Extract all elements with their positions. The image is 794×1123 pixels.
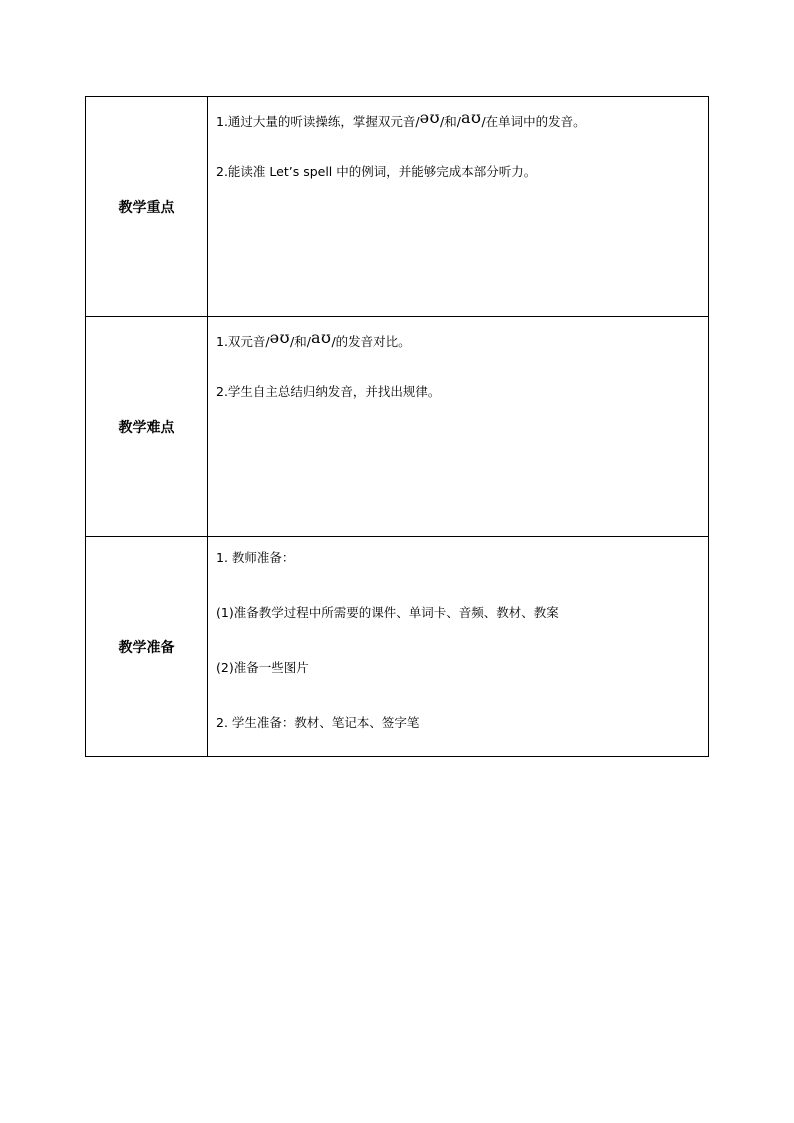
row-label-teaching-difficulty: 教学难点 <box>86 317 208 537</box>
row-content-teaching-preparation <box>208 537 709 757</box>
prep-item-1: 1. 教师准备： <box>216 550 295 565</box>
prep-item-4: 2. 学生准备：教材、笔记本、签字笔 <box>216 715 420 730</box>
focus-item-1-mid: /和/ <box>440 114 461 129</box>
difficulty-item-1-prefix: 1.双元音/ <box>216 334 270 349</box>
focus-item-1 <box>216 109 700 130</box>
prep-item-3: (2)准备一些图片 <box>216 660 309 675</box>
difficulty-item-2: 2.学生自主总结归纳发音，并找出规律。 <box>216 384 441 399</box>
row-label-teaching-focus: 教学重点 <box>86 97 208 317</box>
table-row-teaching-difficulty <box>86 317 709 537</box>
focus-item-1-suffix: /在单词中的发音。 <box>481 114 586 129</box>
table-row-teaching-preparation <box>86 537 709 757</box>
focus-item-1-prefix: 1.通过大量的听读操练，掌握双元音/ <box>216 114 420 129</box>
row-content-teaching-difficulty <box>208 317 709 537</box>
difficulty-item-1 <box>216 329 700 350</box>
difficulty-item-1-mid: /和/ <box>290 334 311 349</box>
row-label-teaching-preparation: 教学准备 <box>86 537 208 757</box>
focus-item-2: 2.能读准 Let’s spell 中的例词，并能够完成本部分听力。 <box>216 164 537 179</box>
phonetic-symbol-au: aʊ <box>310 328 332 347</box>
row-content-teaching-focus <box>208 97 709 317</box>
phonetic-symbol-au: aʊ <box>460 108 482 127</box>
table-row-teaching-focus <box>86 97 709 317</box>
phonetic-symbol-ou: əʊ <box>419 108 441 127</box>
lesson-plan-table <box>85 96 709 757</box>
difficulty-item-1-suffix: /的发音对比。 <box>331 334 411 349</box>
prep-item-2: (1)准备教学过程中所需要的课件、单词卡、音频、教材、教案 <box>216 605 559 620</box>
phonetic-symbol-ou: əʊ <box>269 328 291 347</box>
